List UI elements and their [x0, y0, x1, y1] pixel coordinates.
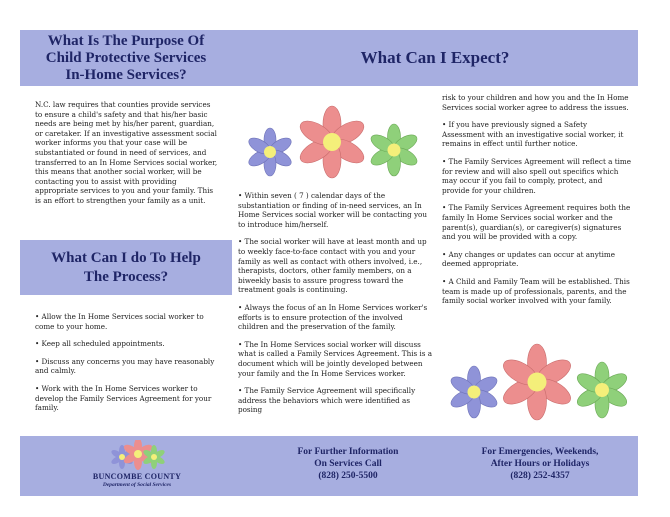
list-item: • The Family Service Agreement will specifically address the behaviors which were identified as posing — [238, 386, 416, 415]
list-item: • Allow the In Home Services social worker to come to your home. — [35, 312, 204, 331]
contact-info — [268, 446, 428, 482]
help-list — [35, 312, 215, 421]
emergency-line-1: For Emergencies, Weekends, — [481, 447, 599, 457]
help-heading-line-1: What Can I do To Help — [51, 249, 201, 266]
emergency-phone: (828) 252-4357 — [510, 471, 570, 481]
purpose-heading-line-3: In-Home Services? — [65, 66, 187, 83]
list-item: • Always the focus of an In Home Services worker's efforts is to ensure protection of the involved children and the preservation of the family. — [238, 302, 428, 332]
expect-list-column-1 — [238, 191, 433, 423]
flower-green-icon — [574, 362, 629, 418]
contact-line-1: For Further Information — [297, 447, 399, 457]
purpose-paragraph: N.C. law requires that counties provide services to ensure a child's safety and that his/her basic needs are being met by his/her parent, guardian, or caretaker. If an investigative assessment social worker informs you that your case will be substantiated or found in need of services, and transferred to an In Home Services social worker, this means that another social worker, will be contacting you to assist with providing appropriate services to you and your family. This is an effort to strengthen your family as a unit. — [35, 100, 218, 205]
flower-cluster-bottom — [444, 340, 638, 430]
list-item: • The Family Services Agreement requires both the family In Home Services social worker and the parent(s), guardian(s), or caregiver(s) signatures and you will be provided with a copy. — [442, 203, 631, 242]
list-item: • Keep all scheduled appointments. — [35, 339, 165, 349]
list-item: • Any changes or updates can occur at anytime deemed appropriate. — [442, 249, 616, 269]
list-item: • The Family Services Agreement will reflect a time for review and will also spell out specifics which may occur if you fail to comply, protect, and provide for your children. — [442, 156, 631, 195]
purpose-heading-line-2: Child Protective Services — [45, 49, 207, 66]
flower-pink-icon — [296, 106, 367, 178]
list-item: • Discuss any concerns you may have reasonably and calmly. — [35, 356, 215, 376]
list-item: • A Child and Family Team will be established. This team is made up of professionals, parents, and the family social worker involved with your family. — [442, 276, 630, 306]
flower-pink-icon — [499, 344, 574, 420]
logo-flowers-icon — [82, 440, 192, 472]
list-item: • If you have previously signed a Safety Assessment with an investigative social worker, it remains in effect until further notice. — [442, 120, 624, 149]
help-heading — [20, 240, 232, 295]
emergency-info — [450, 446, 630, 482]
flower-green-icon — [368, 124, 420, 176]
logo-subtitle: Department of Social Services — [102, 482, 172, 488]
list-item: • The In Home Services social worker will discuss what is called a Family Services Agreement. This is a document which will be jointly developed between your family and the In Home Services worker. — [238, 339, 433, 378]
list-item: • Work with the In Home Services worker to develop the Family Services Agreement for your family. — [35, 383, 212, 413]
expect-heading — [232, 30, 638, 86]
flower-cluster-top — [242, 102, 432, 188]
buncombe-logo — [82, 440, 192, 492]
purpose-body — [35, 100, 218, 214]
list-item: • The social worker will have at least month and up to weekly face-to-face contact with you and your family as well as contact with others involved, i.e., therapists, doctors, other family members, on a biweekly basis to assure progress toward the treatment goals is continuing. — [238, 237, 427, 295]
help-heading-line-2: The Process? — [83, 268, 169, 285]
purpose-heading — [20, 30, 232, 86]
flower-blue-icon — [246, 128, 294, 176]
footer-band — [20, 436, 638, 496]
contact-phone: (828) 250-5500 — [318, 471, 378, 481]
list-item: risk to your children and how you and the In Home Services social worker agree to address the issues. — [442, 93, 629, 112]
flower-blue-icon — [448, 366, 500, 418]
logo-title: BUNCOMBE COUNTY — [92, 472, 182, 481]
expect-heading-text: What Can I Expect? — [360, 48, 510, 67]
expect-list-column-2 — [442, 93, 632, 314]
list-item: • Within seven ( 7 ) calendar days of the substantiation or finding of in-need services, an In Home Services social worker will be contacting you to introduce him/herself. — [238, 191, 427, 229]
emergency-line-2: After Hours or Holidays — [490, 459, 590, 469]
purpose-heading-line-1: What Is The Purpose Of — [47, 32, 205, 49]
contact-line-2: On Services Call — [314, 459, 382, 469]
